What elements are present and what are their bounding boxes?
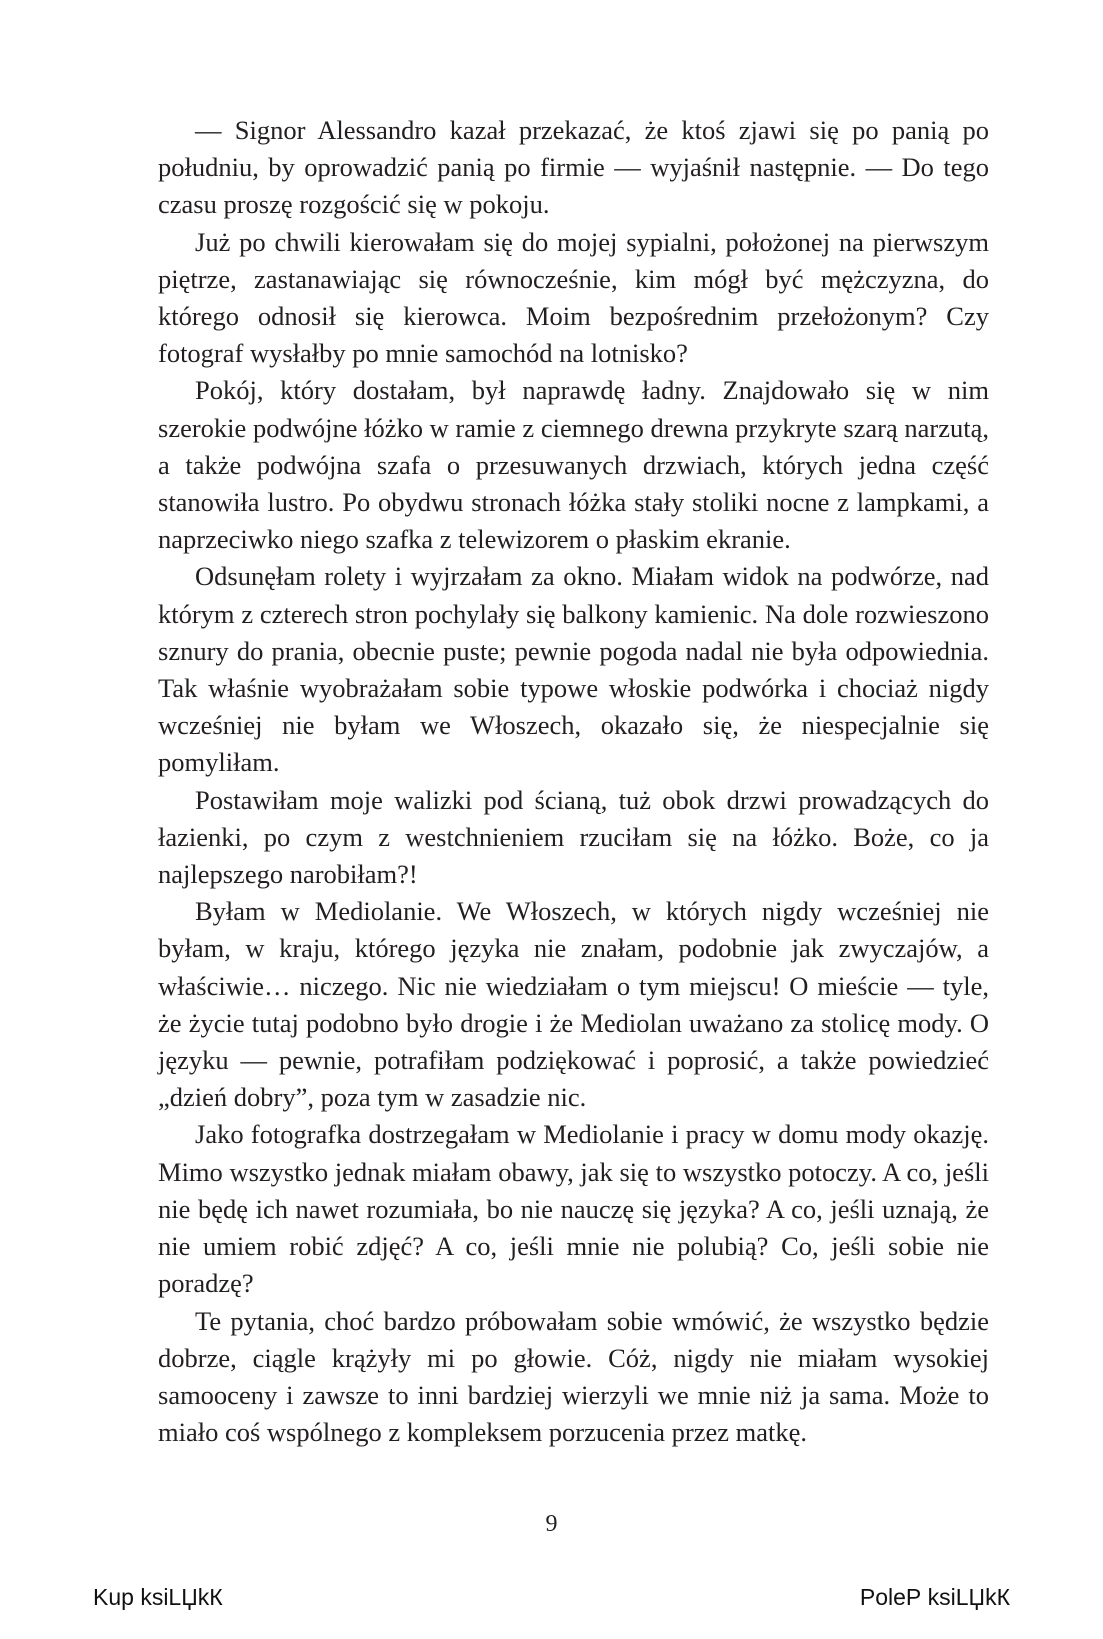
paragraph: — Signor Alessandro kazał przekazać, że ktoś zjawi się po panią po południu, by oprowadzić panią po firmie — wyjaśnił następnie. — Do tego czasu proszę rozgościć się w pokoju. (158, 115, 989, 220)
paragraph: Byłam w Mediolanie. We Włoszech, w których nigdy wcześniej nie byłam, w kraju, którego języka nie znałam, podobnie jak zwyczajów, a właściwie… niczego. Nic nie wiedziałam o tym miejscu! O mieście — tyle, że życie tutaj podobno było drogie i że Mediolan uważano za stolicę mody. O języku — pewnie, potrafiłam podziękować i poprosić, a także powiedzieć „dzień dobry”, poza tym w zasadzie nic. (158, 896, 989, 1113)
paragraph: Odsunęłam rolety i wyjrzałam za okno. Miałam widok na podwórze, nad którym z czterech stron pochylały się balkony kamienic. Na dole rozwieszono sznury do prania, obecnie puste; pewnie pogoda nadal nie była odpowiednia. Tak właśnie wyobrażałam sobie typowe włoskie podwórka i chociaż nigdy wcześniej nie byłam we Włoszech, okazało się, że niespecjalnie się pomyliłam. (158, 561, 989, 778)
paragraph: Te pytania, choć bardzo próbowałam sobie wmówić, że wszystko będzie dobrze, ciągle krążyły mi po głowie. Cóż, nigdy nie miałam wysokiej samooceny i zawsze to inni bardziej wierzyli we mnie niż ja sama. Może to miało coś wspólnego z kompleksem porzucenia przez matkę. (158, 1305, 989, 1448)
body-text (158, 112, 989, 1451)
recommend-book-link[interactable]: PoleР ksiLЏkК (859, 1584, 1010, 1610)
page-number: 9 (545, 1511, 558, 1537)
paragraph: Postawiłam moje walizki pod ścianą, tuż obok drzwi prowadzących do łazienki, po czym z westchnieniem rzuciłam się na łóżko. Boże, co ja najlepszego narobiłam?! (158, 784, 989, 890)
paragraph: Jako fotografka dostrzegałam w Mediolanie i pracy w domu mody okazję. Mimo wszystko jednak miałam obawy, jak się to wszystko potoczy. A co, jeśli nie będę ich nawet rozumiała, bo nie nauczę się języka? A co, jeśli uznają, że nie umiem robić zdjęć? A co, jeśli mnie nie polubią? Co, jeśli sobie nie poradzę? (158, 1119, 989, 1299)
paragraph: Już po chwili kierowałam się do mojej sypialni, położonej na pierwszym piętrze, zastanawiając się równocześnie, kim mógł być mężczyzna, do którego odnosił się kierowca. Moim bezpośrednim przełożonym? Czy fotograf wysłałby po mnie samochód na lotnisko? (158, 226, 989, 369)
buy-book-link[interactable]: Kup ksiLЏkК (93, 1584, 223, 1610)
paragraph: Pokój, który dostałam, był naprawdę ładny. Znajdowało się w nim szerokie podwójne łóżko w ramie z ciemnego drewna przykryte szarą narzutą, a także podwójna szafa o przesuwanych drzwiach, których jedna część stanowiła lustro. Po obydwu stronach łóżka stały stoliki nocne z lampkami, a naprzeciwko niego szafka z telewizorem o płaskim ekranie. (158, 375, 989, 555)
